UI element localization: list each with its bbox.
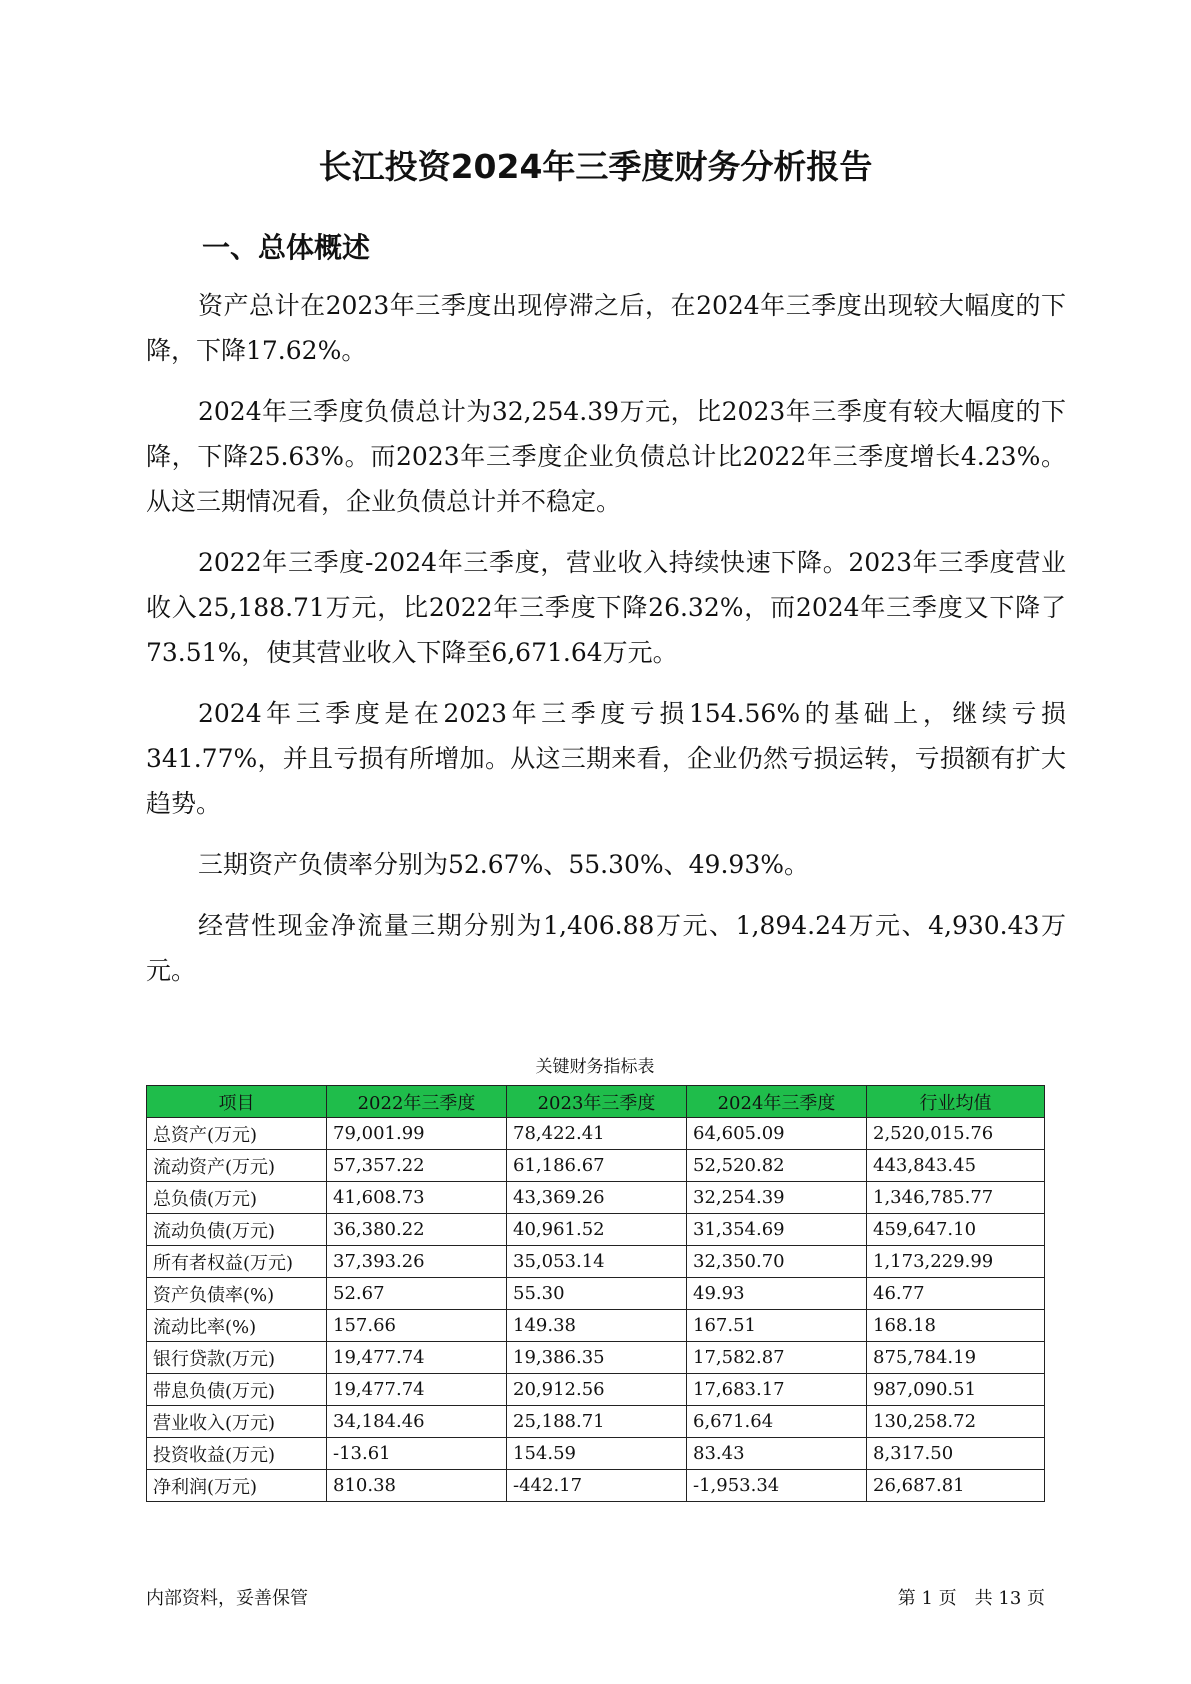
- value-cell: 17,582.87: [687, 1342, 867, 1374]
- value-cell: 35,053.14: [507, 1246, 687, 1278]
- value-cell: 2,520,015.76: [867, 1118, 1045, 1150]
- table-row: [147, 1470, 1045, 1502]
- value-cell: 875,784.19: [867, 1342, 1045, 1374]
- value-cell: 41,608.73: [327, 1182, 507, 1214]
- table-row: [147, 1246, 1045, 1278]
- value-cell: 32,350.70: [687, 1246, 867, 1278]
- value-cell: 19,477.74: [327, 1342, 507, 1374]
- table-row: [147, 1406, 1045, 1438]
- table-header-row: [147, 1086, 1045, 1118]
- value-cell: 36,380.22: [327, 1214, 507, 1246]
- row-label-cell: 所有者权益(万元): [147, 1246, 327, 1278]
- row-label-cell: 营业收入(万元): [147, 1406, 327, 1438]
- financial-indicators-table: [146, 1085, 1045, 1502]
- value-cell: 19,477.74: [327, 1374, 507, 1406]
- row-label-cell: 总资产(万元): [147, 1118, 327, 1150]
- body-text: [146, 283, 1066, 1009]
- value-cell: 32,254.39: [687, 1182, 867, 1214]
- header-item: 项目: [147, 1086, 327, 1118]
- value-cell: 443,843.45: [867, 1150, 1045, 1182]
- value-cell: 810.38: [327, 1470, 507, 1502]
- value-cell: -13.61: [327, 1438, 507, 1470]
- table-row: [147, 1118, 1045, 1150]
- value-cell: 130,258.72: [867, 1406, 1045, 1438]
- paragraph-loss: 2024年三季度是在2023年三季度亏损154.56%的基础上，继续亏损341.77%，并且亏损有所增加。从这三期来看，企业仍然亏损运转，亏损额有扩大趋势。: [146, 699, 1066, 818]
- value-cell: 154.59: [507, 1438, 687, 1470]
- header-2022q3: 2022年三季度: [327, 1086, 507, 1118]
- value-cell: 79,001.99: [327, 1118, 507, 1150]
- value-cell: 26,687.81: [867, 1470, 1045, 1502]
- paragraph-cash-flow: 经营性现金净流量三期分别为1,406.88万元、1,894.24万元、4,930.43万元。: [146, 911, 1066, 985]
- value-cell: 19,386.35: [507, 1342, 687, 1374]
- value-cell: 1,346,785.77: [867, 1182, 1045, 1214]
- value-cell: -1,953.34: [687, 1470, 867, 1502]
- paragraph-debt-ratio: 三期资产负债率分别为52.67%、55.30%、49.93%。: [198, 850, 809, 879]
- row-label-cell: 银行贷款(万元): [147, 1342, 327, 1374]
- value-cell: 20,912.56: [507, 1374, 687, 1406]
- table-row: [147, 1182, 1045, 1214]
- value-cell: 52.67: [327, 1278, 507, 1310]
- table-row: [147, 1310, 1045, 1342]
- paragraph-liabilities: 2024年三季度负债总计为32,254.39万元，比2023年三季度有较大幅度的下降，下降25.63%。而2023年三季度企业负债总计比2022年三季度增长4.23%。从这三期情况看，企业负债总计并不稳定。: [146, 397, 1066, 516]
- value-cell: 83.43: [687, 1438, 867, 1470]
- header-2023q3: 2023年三季度: [507, 1086, 687, 1118]
- paragraph-assets: 资产总计在2023年三季度出现停滞之后，在2024年三季度出现较大幅度的下降，下降17.62%。: [146, 291, 1066, 365]
- row-label-cell: 流动负债(万元): [147, 1214, 327, 1246]
- report-title: 长江投资2024年三季度财务分析报告: [318, 147, 873, 186]
- value-cell: 1,173,229.99: [867, 1246, 1045, 1278]
- value-cell: 31,354.69: [687, 1214, 867, 1246]
- header-2024q3: 2024年三季度: [687, 1086, 867, 1118]
- table-row: [147, 1342, 1045, 1374]
- section-heading: 一、总体概述: [202, 231, 371, 264]
- row-label-cell: 流动比率(%): [147, 1310, 327, 1342]
- value-cell: 40,961.52: [507, 1214, 687, 1246]
- value-cell: 64,605.09: [687, 1118, 867, 1150]
- row-label-cell: 总负债(万元): [147, 1182, 327, 1214]
- value-cell: 55.30: [507, 1278, 687, 1310]
- value-cell: 57,357.22: [327, 1150, 507, 1182]
- value-cell: 37,393.26: [327, 1246, 507, 1278]
- footer-page-number: 第 1 页 共 13 页: [897, 1588, 1045, 1609]
- paragraph-revenue: 2022年三季度-2024年三季度，营业收入持续快速下降。2023年三季度营业收入25,188.71万元，比2022年三季度下降26.32%，而2024年三季度又下降了73.51%，使其营业收入下降至6,671.64万元。: [146, 548, 1066, 667]
- value-cell: 61,186.67: [507, 1150, 687, 1182]
- table-caption: 关键财务指标表: [535, 1057, 655, 1077]
- value-cell: 46.77: [867, 1278, 1045, 1310]
- value-cell: 149.38: [507, 1310, 687, 1342]
- value-cell: 459,647.10: [867, 1214, 1045, 1246]
- table-row: [147, 1278, 1045, 1310]
- value-cell: 34,184.46: [327, 1406, 507, 1438]
- table-row: [147, 1150, 1045, 1182]
- row-label-cell: 流动资产(万元): [147, 1150, 327, 1182]
- value-cell: 8,317.50: [867, 1438, 1045, 1470]
- value-cell: 17,683.17: [687, 1374, 867, 1406]
- row-label-cell: 净利润(万元): [147, 1470, 327, 1502]
- value-cell: 78,422.41: [507, 1118, 687, 1150]
- row-label-cell: 资产负债率(%): [147, 1278, 327, 1310]
- value-cell: 6,671.64: [687, 1406, 867, 1438]
- value-cell: 49.93: [687, 1278, 867, 1310]
- value-cell: 52,520.82: [687, 1150, 867, 1182]
- row-label-cell: 带息负债(万元): [147, 1374, 327, 1406]
- table-row: [147, 1374, 1045, 1406]
- value-cell: 987,090.51: [867, 1374, 1045, 1406]
- table-row: [147, 1438, 1045, 1470]
- value-cell: -442.17: [507, 1470, 687, 1502]
- row-label-cell: 投资收益(万元): [147, 1438, 327, 1470]
- value-cell: 168.18: [867, 1310, 1045, 1342]
- table-row: [147, 1214, 1045, 1246]
- header-industry-avg: 行业均值: [867, 1086, 1045, 1118]
- value-cell: 43,369.26: [507, 1182, 687, 1214]
- value-cell: 157.66: [327, 1310, 507, 1342]
- footer-confidential-note: 内部资料，妥善保管: [146, 1588, 308, 1609]
- value-cell: 25,188.71: [507, 1406, 687, 1438]
- value-cell: 167.51: [687, 1310, 867, 1342]
